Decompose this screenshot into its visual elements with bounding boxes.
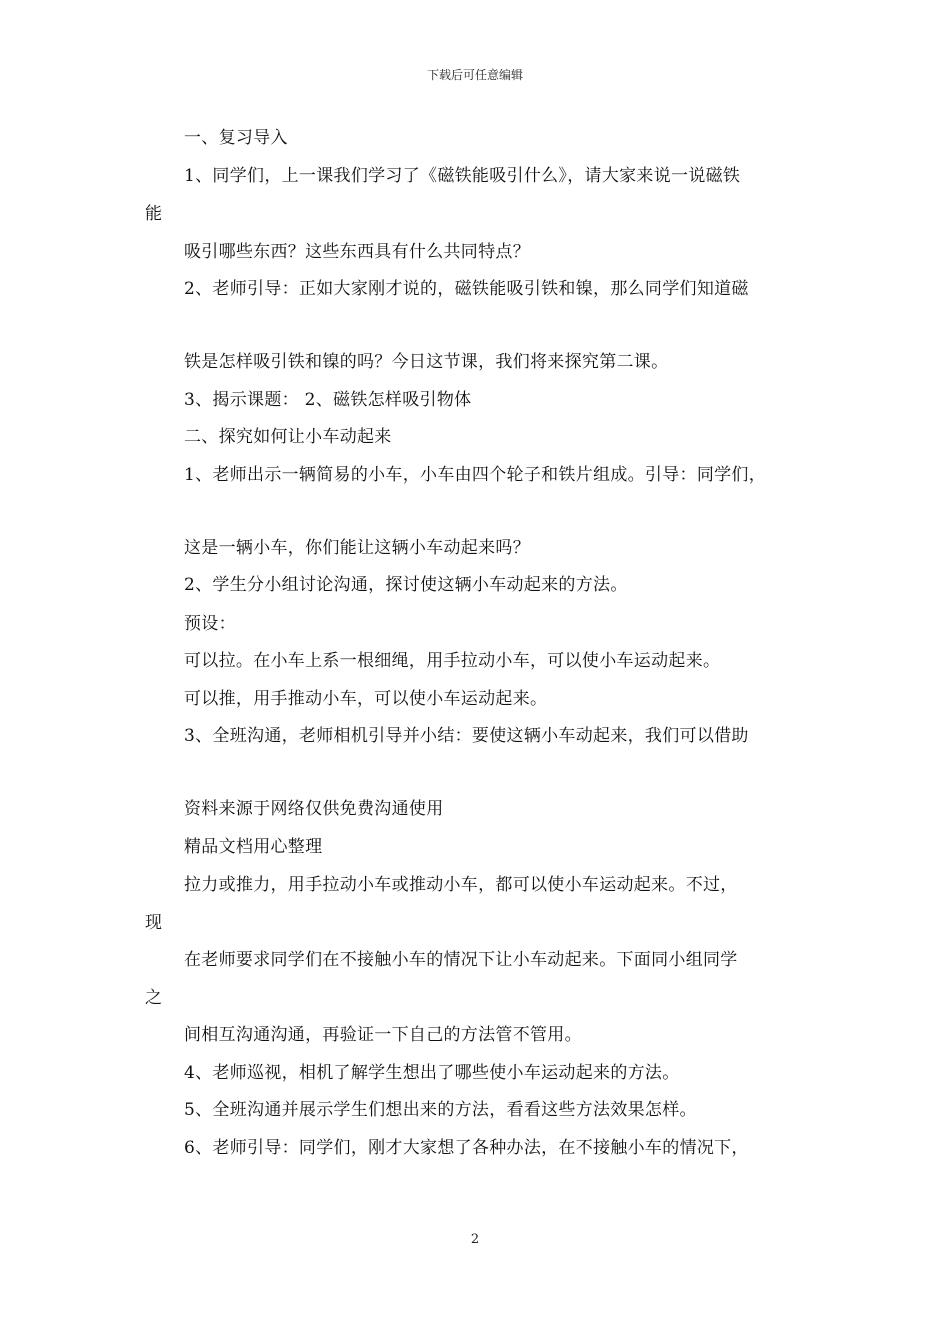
section-heading-review: 一、复习导入 [184, 128, 288, 148]
text-line: 可以拉。在小车上系一根细绳，用手拉动小车，可以使小车运动起来。 [184, 651, 721, 671]
section-heading-explore: 二、探究如何让小车动起来 [184, 427, 392, 447]
text-line: 4、老师巡视，相机了解学生想出了哪些使小车运动起来的方法。 [184, 1063, 680, 1083]
text-line-wrap: 现 [145, 913, 163, 933]
text-line: 预设： [184, 614, 236, 634]
text-line: 5、全班沟通并展示学生们想出来的方法，看看这些方法效果怎样。 [184, 1100, 697, 1120]
text-line-wrap: 能 [145, 204, 163, 224]
text-line: 在老师要求同学们在不接触小车的情况下让小车动起来。下面同小组同学 [184, 950, 738, 970]
page-header: 下载后可任意编辑 [426, 68, 523, 82]
text-line: 拉力或推力，用手拉动小车或推动小车，都可以使小车运动起来。不过， [184, 875, 738, 895]
text-line: 铁是怎样吸引铁和镍的吗？今日这节课，我们将来探究第二课。 [184, 352, 669, 372]
text-line: 1、同学们，上一课我们学习了《磁铁能吸引什么》，请大家来说一说磁铁 [184, 166, 741, 186]
source-note: 资料来源于网络仅供免费沟通使用 [184, 799, 444, 819]
text-line: 3、全班沟通，老师相机引导并小结：要使这辆小车动起来，我们可以借助 [184, 726, 749, 746]
text-line: 2、老师引导：正如大家刚才说的，磁铁能吸引铁和镍，那么同学们知道磁 [184, 279, 749, 299]
text-line: 6、老师引导：同学们，刚才大家想了各种办法，在不接触小车的情况下， [184, 1138, 749, 1158]
text-line: 2、学生分小组讨论沟通，探讨使这辆小车动起来的方法。 [184, 575, 628, 595]
doc-note: 精品文档用心整理 [184, 837, 323, 857]
text-line: 吸引哪些东西？这些东西具有什么共同特点？ [184, 242, 530, 262]
text-line: 这是一辆小车，你们能让这辆小车动起来吗？ [184, 538, 530, 558]
text-line: 间相互沟通沟通，再验证一下自己的方法管不管用。 [184, 1025, 582, 1045]
text-line: 1、老师出示一辆简易的小车，小车由四个轮子和铁片组成。引导：同学们， [184, 465, 767, 485]
page-number: 2 [470, 1232, 480, 1247]
text-line-wrap: 之 [145, 988, 163, 1008]
text-line: 3、揭示课题： 2、磁铁怎样吸引物体 [184, 390, 472, 410]
text-line: 可以推，用手推动小车，可以使小车运动起来。 [184, 689, 548, 709]
